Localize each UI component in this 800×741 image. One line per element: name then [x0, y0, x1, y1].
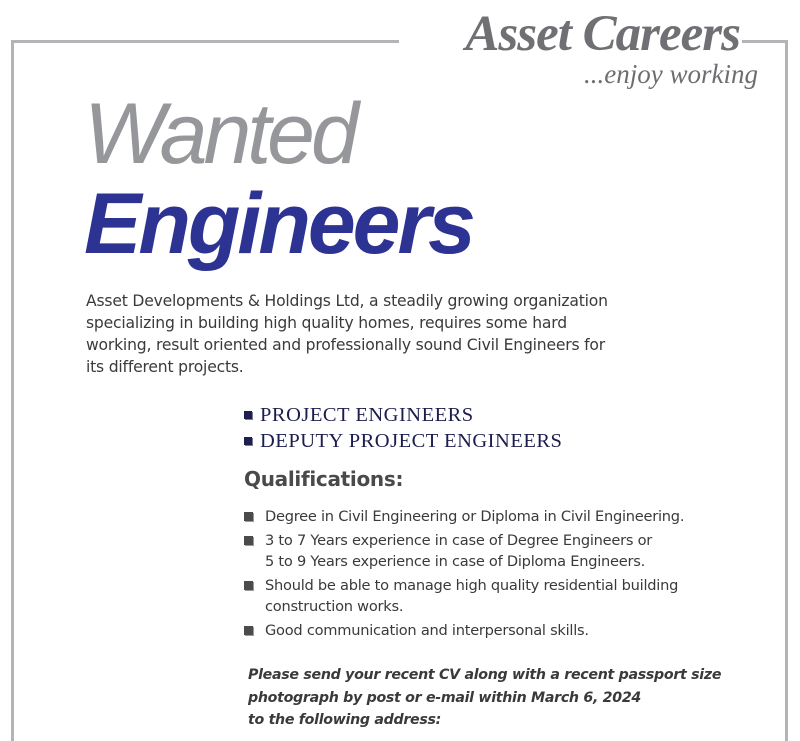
brand-logo: [400, 4, 758, 94]
qualification-line: Degree in Civil Engineering or Diploma in Civil Engineering.: [265, 508, 685, 525]
position-item: [244, 402, 562, 428]
qualification-item: [244, 506, 744, 527]
qualification-text: [265, 530, 652, 572]
intro-paragraph: [86, 290, 656, 378]
square-bullet-icon: [244, 437, 252, 445]
square-bullet-icon: [244, 581, 253, 590]
square-bullet-icon: [244, 626, 253, 635]
intro-line: Asset Developments & Holdings Ltd, a steadily growing organization: [86, 292, 608, 310]
qualification-item: [244, 620, 744, 641]
intro-line: working, result oriented and professionally sound Civil Engineers for: [86, 336, 605, 354]
instruction-line: photograph by post or e-mail within March 6, 2024: [248, 689, 641, 706]
headline-engineers: Engineers: [84, 176, 473, 272]
frame-left: [11, 40, 14, 741]
application-instructions: [248, 664, 748, 732]
headline-wanted: Wanted: [84, 86, 355, 182]
intro-line: specializing in building high quality homes, requires some hard: [86, 314, 567, 332]
qualification-item: [244, 575, 744, 617]
qualifications-title: Qualifications:: [244, 467, 404, 491]
qualification-line: Should be able to manage high quality residential building: [265, 577, 679, 594]
frame-top-left: [11, 40, 399, 43]
qualification-text: [265, 620, 589, 641]
qualification-line: 5 to 9 Years experience in case of Diploma Engineers.: [265, 553, 645, 570]
qualification-line: construction works.: [265, 598, 404, 615]
qualification-text: [265, 575, 678, 617]
qualification-line: 3 to 7 Years experience in case of Degree Engineers or: [265, 532, 653, 549]
instruction-line: Please send your recent CV along with a recent passport size: [248, 667, 722, 683]
frame-top-right: [742, 40, 788, 43]
qualifications-list: [244, 506, 744, 644]
qualification-item: [244, 530, 744, 572]
position-label: DEPUTY PROJECT ENGINEERS: [260, 429, 563, 452]
position-item: [244, 428, 562, 454]
intro-line: its different projects.: [86, 358, 244, 376]
square-bullet-icon: [244, 411, 252, 419]
square-bullet-icon: [244, 536, 253, 545]
frame-right: [785, 40, 788, 741]
brand-name: Asset Careers: [465, 6, 740, 62]
qualification-text: [265, 506, 684, 527]
positions-list: [244, 402, 562, 454]
brand-tagline: ...enjoy working: [584, 59, 758, 89]
square-bullet-icon: [244, 512, 253, 521]
qualification-line: Good communication and interpersonal skills.: [265, 622, 589, 639]
instruction-line: to the following address:: [248, 712, 442, 728]
position-label: PROJECT ENGINEERS: [260, 403, 474, 426]
